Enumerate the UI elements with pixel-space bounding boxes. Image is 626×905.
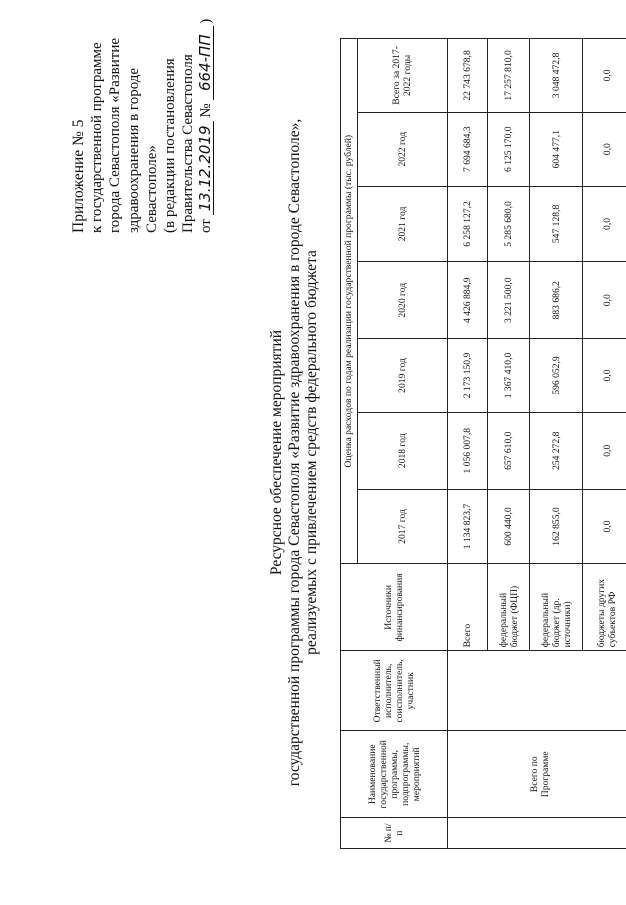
cell-source: Всего <box>448 564 488 651</box>
cell-value: 1 134 823,7 <box>448 489 488 564</box>
table-header-row <box>341 39 358 849</box>
cell-source: бюджеты других субъектов РФ <box>583 564 626 651</box>
appendix-line: Севастополе» <box>143 145 160 233</box>
header-year: 2019 год <box>357 339 447 413</box>
closing-paren: ) <box>198 18 215 24</box>
cell-value: 6 258 127,2 <box>448 186 488 262</box>
title-line: государственной программы города Севастополя «Развитие здравоохранения в городе Севастополе», <box>285 118 303 787</box>
title-line: Ресурсное обеспечение мероприятий <box>268 329 285 576</box>
cell-source: федеральный бюджет (ФЦП) <box>488 564 530 651</box>
header-year: 2022 год <box>357 112 447 186</box>
cell-value: 0,0 <box>583 339 626 413</box>
cell-value: 162 855,0 <box>530 489 583 564</box>
cell-value: 0,0 <box>583 112 626 186</box>
handwritten-date: 13.12.2019 <box>197 122 214 216</box>
cell-value: 600 440,0 <box>488 489 530 564</box>
header-year: 2018 год <box>357 412 447 489</box>
group-label: Всего по Программе <box>448 731 626 818</box>
cell-value: 883 686,2 <box>530 262 583 339</box>
cell-value: 657 610,0 <box>488 412 530 489</box>
cell-value: 0,0 <box>583 186 626 262</box>
appendix-line: (в редакции постановления <box>162 58 179 233</box>
cell-total: 0,0 <box>583 39 626 113</box>
cell-value: 0,0 <box>583 412 626 489</box>
cell-value: 604 477,1 <box>530 112 583 186</box>
handwritten-number: 664-ПП <box>197 26 214 100</box>
document-title <box>268 100 321 805</box>
cell-value: 596 052,9 <box>530 339 583 413</box>
title-line: реализуемых с привлечением средств федерального бюджета <box>303 250 320 655</box>
cell-value: 4 426 884,9 <box>448 262 488 339</box>
table-row <box>448 39 488 849</box>
cell-source: федеральный бюджет (др. источники) <box>530 564 583 651</box>
appendix-block <box>70 11 216 233</box>
header-year-total: Всего за 2017-2022 годы <box>357 39 447 113</box>
appendix-line: к государственной программе <box>89 42 106 233</box>
cell-value: 3 221 500,0 <box>488 262 530 339</box>
cell-value: 5 285 680,0 <box>488 186 530 262</box>
cell-value: 1 367 410,0 <box>488 339 530 413</box>
cell-value: 547 128,8 <box>530 186 583 262</box>
cell-total: 22 743 678,8 <box>448 39 488 113</box>
cell-value: 7 694 684,3 <box>448 112 488 186</box>
header-source: Источники финансирования <box>341 564 448 651</box>
header-estimate: Оценка расходов по годам реализации государственной программы (тыс. рублей) <box>341 39 358 564</box>
appendix-line: здравоохранения в городе <box>125 67 142 233</box>
header-year: 2021 год <box>357 186 447 262</box>
cell-num <box>448 818 626 849</box>
appendix-line: города Севастополя «Развитие <box>107 37 124 233</box>
cell-value: 0,0 <box>583 262 626 339</box>
cell-total: 3 048 472,8 <box>530 39 583 113</box>
header-year: 2020 год <box>357 262 447 339</box>
header-year: 2017 год <box>357 489 447 564</box>
cell-executor <box>448 651 626 731</box>
header-executor: Ответственный исполнитель, соисполнитель, участник <box>341 651 448 731</box>
resource-table <box>340 38 626 849</box>
header-num: № п/п <box>341 818 448 849</box>
cell-value: 254 272,8 <box>530 412 583 489</box>
cell-value: 2 173 150,9 <box>448 339 488 413</box>
number-prefix: № <box>198 103 215 118</box>
cell-value: 6 125 170,0 <box>488 112 530 186</box>
appendix-title: Приложение № 5 <box>70 119 87 233</box>
date-prefix: от <box>198 219 215 233</box>
cell-value: 1 056 007,8 <box>448 412 488 489</box>
cell-total: 17 257 810,0 <box>488 39 530 113</box>
cell-value: 0,0 <box>583 489 626 564</box>
appendix-date-line <box>197 11 215 233</box>
header-name: Наименование государственной программы, подпрограммы, мероприятий <box>341 731 448 818</box>
appendix-line: Правительства Севастополя <box>180 54 197 233</box>
